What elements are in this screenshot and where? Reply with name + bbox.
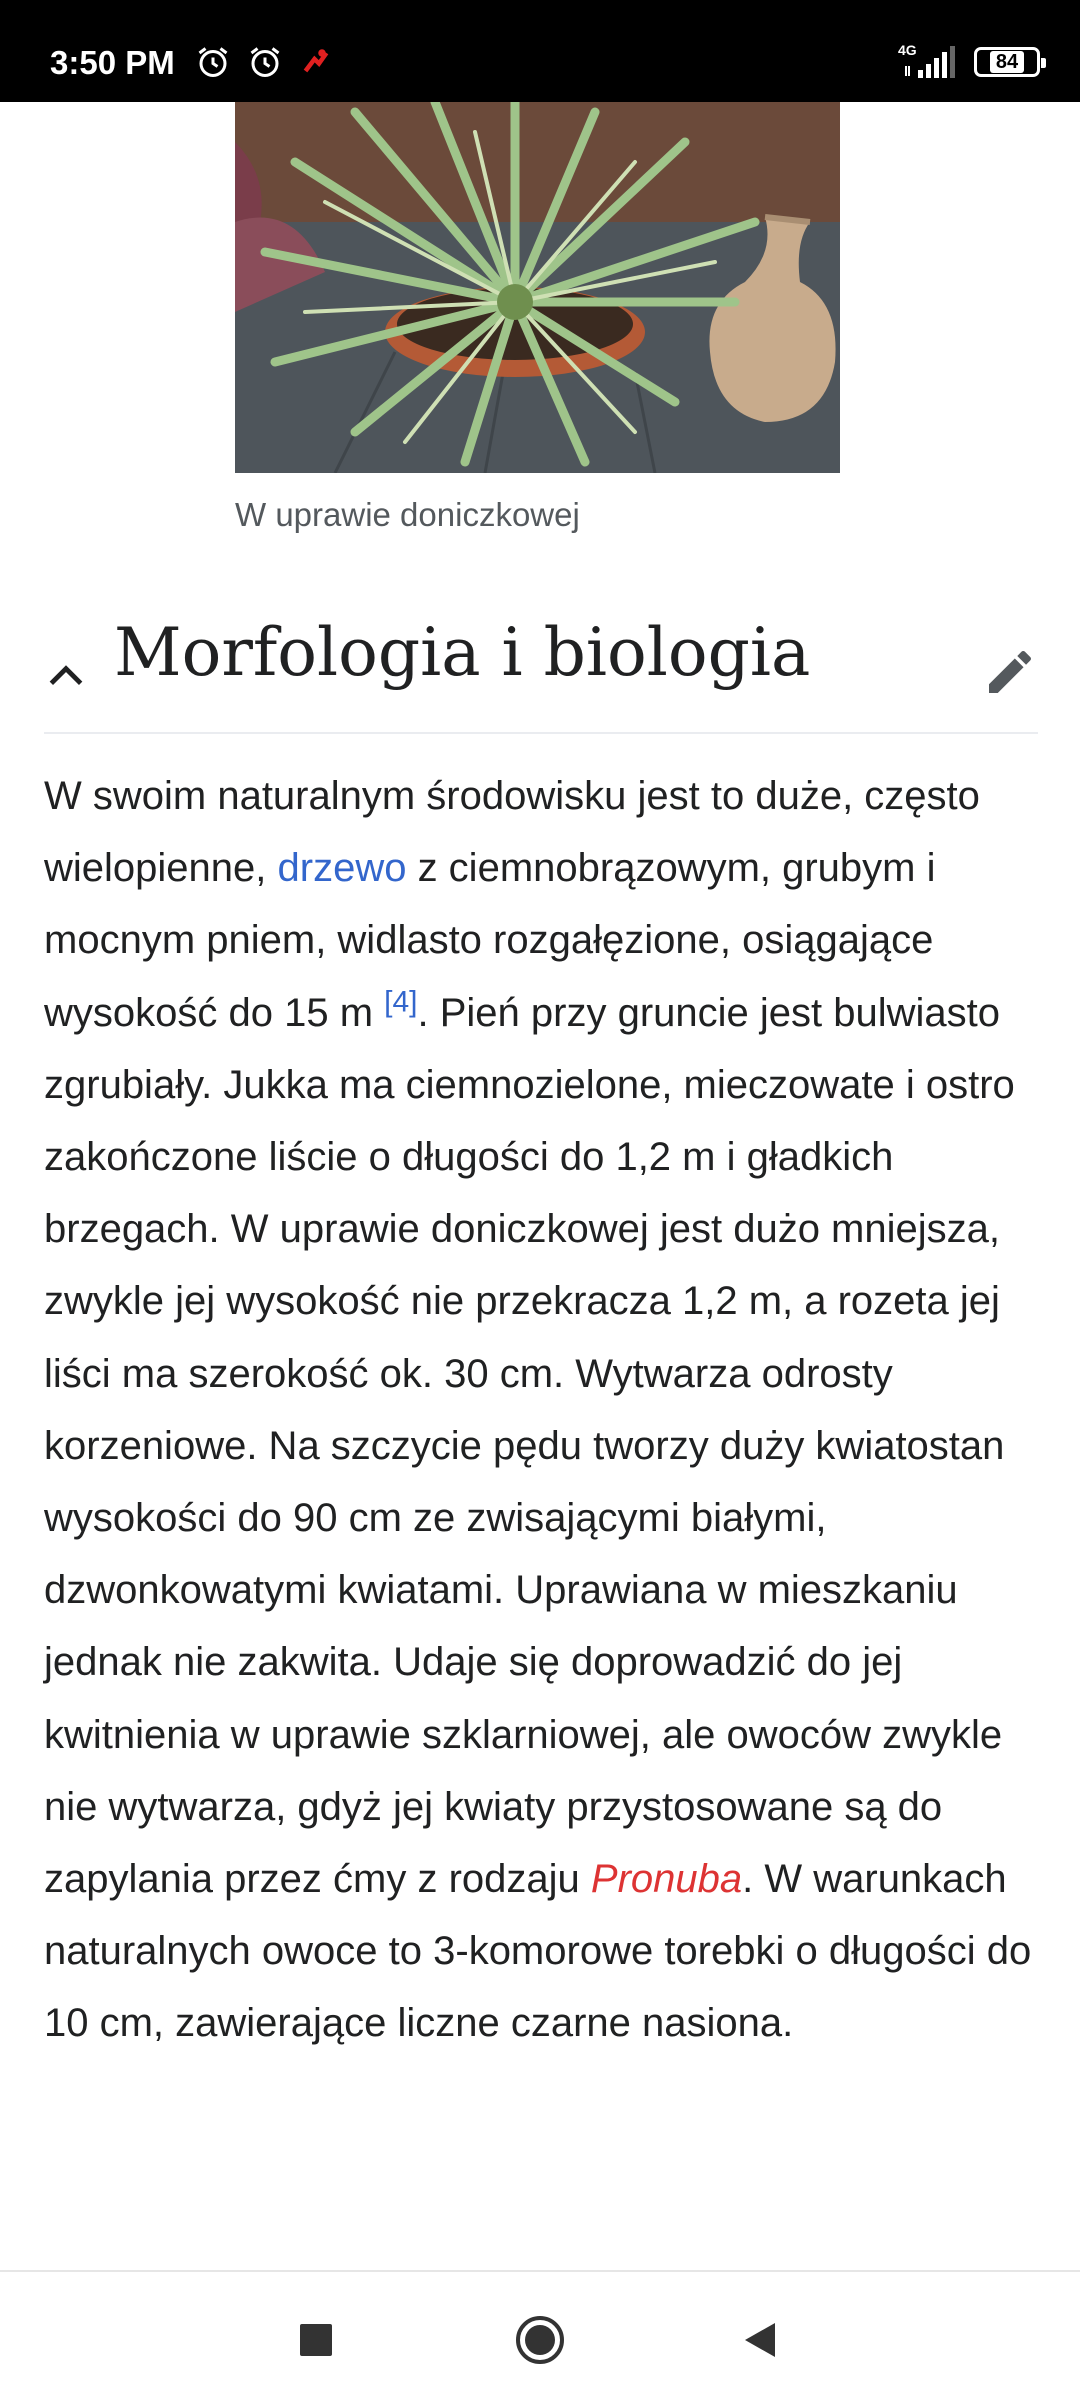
recents-icon <box>299 2323 333 2357</box>
paragraph-text: . Pień przy gruncie jest bulwiasto zgrubiały. Jukka ma ciemnozielone, mieczowate i ostro zakończone liście o długości do 1,2 m i gładkich brzegach. W uprawie doniczkowej jest dużo mniejsza, zwykle jej wysokość nie przekracza 1,2 m, a rozeta jej liści ma szerokość ok. 30 cm. Wytwarza odrosty korzeniowe. Na szczycie pędu tworzy duży kwiatostan wysokości do 90 cm ze zwisającymi białymi, dzwonkowatymi kwiatami. Uprawiana w mieszkaniu jednak nie zakwita. Udaje się doprowadzić do jej kwitnienia w uprawie szklarniowej, ale owoców zwykle nie wytwarza, gdyż jej kwiaty przystosowane są do zapylania przez ćmy z rodzaju <box>44 990 1015 1902</box>
chevron-up-icon[interactable] <box>44 654 88 698</box>
battery-level: 84 <box>990 51 1024 73</box>
section-header[interactable] <box>44 602 1038 734</box>
link-pronuba[interactable]: Pronuba <box>590 1857 743 1902</box>
yucca-plant-image[interactable] <box>235 102 840 473</box>
network-type: 4G <box>898 42 917 58</box>
signal-icon <box>898 42 960 80</box>
back-button[interactable] <box>730 2310 790 2370</box>
edit-pencil-icon[interactable] <box>982 644 1038 700</box>
paragraph-text: . W warunkach naturalnych owoce to 3-komorowe torebki o długości do 10 cm, zawierające liczne czarne nasiona. <box>44 1857 1032 2046</box>
section-title: Morfologia i biologia <box>114 614 811 691</box>
alarm-icon <box>195 44 231 80</box>
article-content[interactable] <box>0 102 1080 2270</box>
home-icon <box>515 2315 565 2365</box>
paragraph-text: W swoim naturalnym środowisku jest to duże, często wielopienne, <box>44 774 980 891</box>
status-bar <box>0 0 1080 102</box>
status-time: 3:50 PM <box>50 44 175 81</box>
reference-link[interactable]: [4] <box>384 985 418 1019</box>
back-icon <box>741 2321 779 2359</box>
status-right <box>898 42 1040 80</box>
home-button[interactable] <box>510 2310 570 2370</box>
figure-caption: W uprawie doniczkowej <box>235 496 580 533</box>
alarm-icon <box>247 44 283 80</box>
link-drzewo[interactable]: drzewo <box>277 846 407 891</box>
paragraph-text: z ciemnobrązowym, grubym i mocnym pniem, widlasto rozgałęzione, osiągające wysokość do 15 m <box>44 846 936 1035</box>
battery-icon <box>974 47 1040 77</box>
recents-button[interactable] <box>286 2310 346 2370</box>
navigation-bar <box>0 2270 1080 2400</box>
section-paragraph <box>44 760 1040 2060</box>
notification-icon <box>298 44 334 80</box>
